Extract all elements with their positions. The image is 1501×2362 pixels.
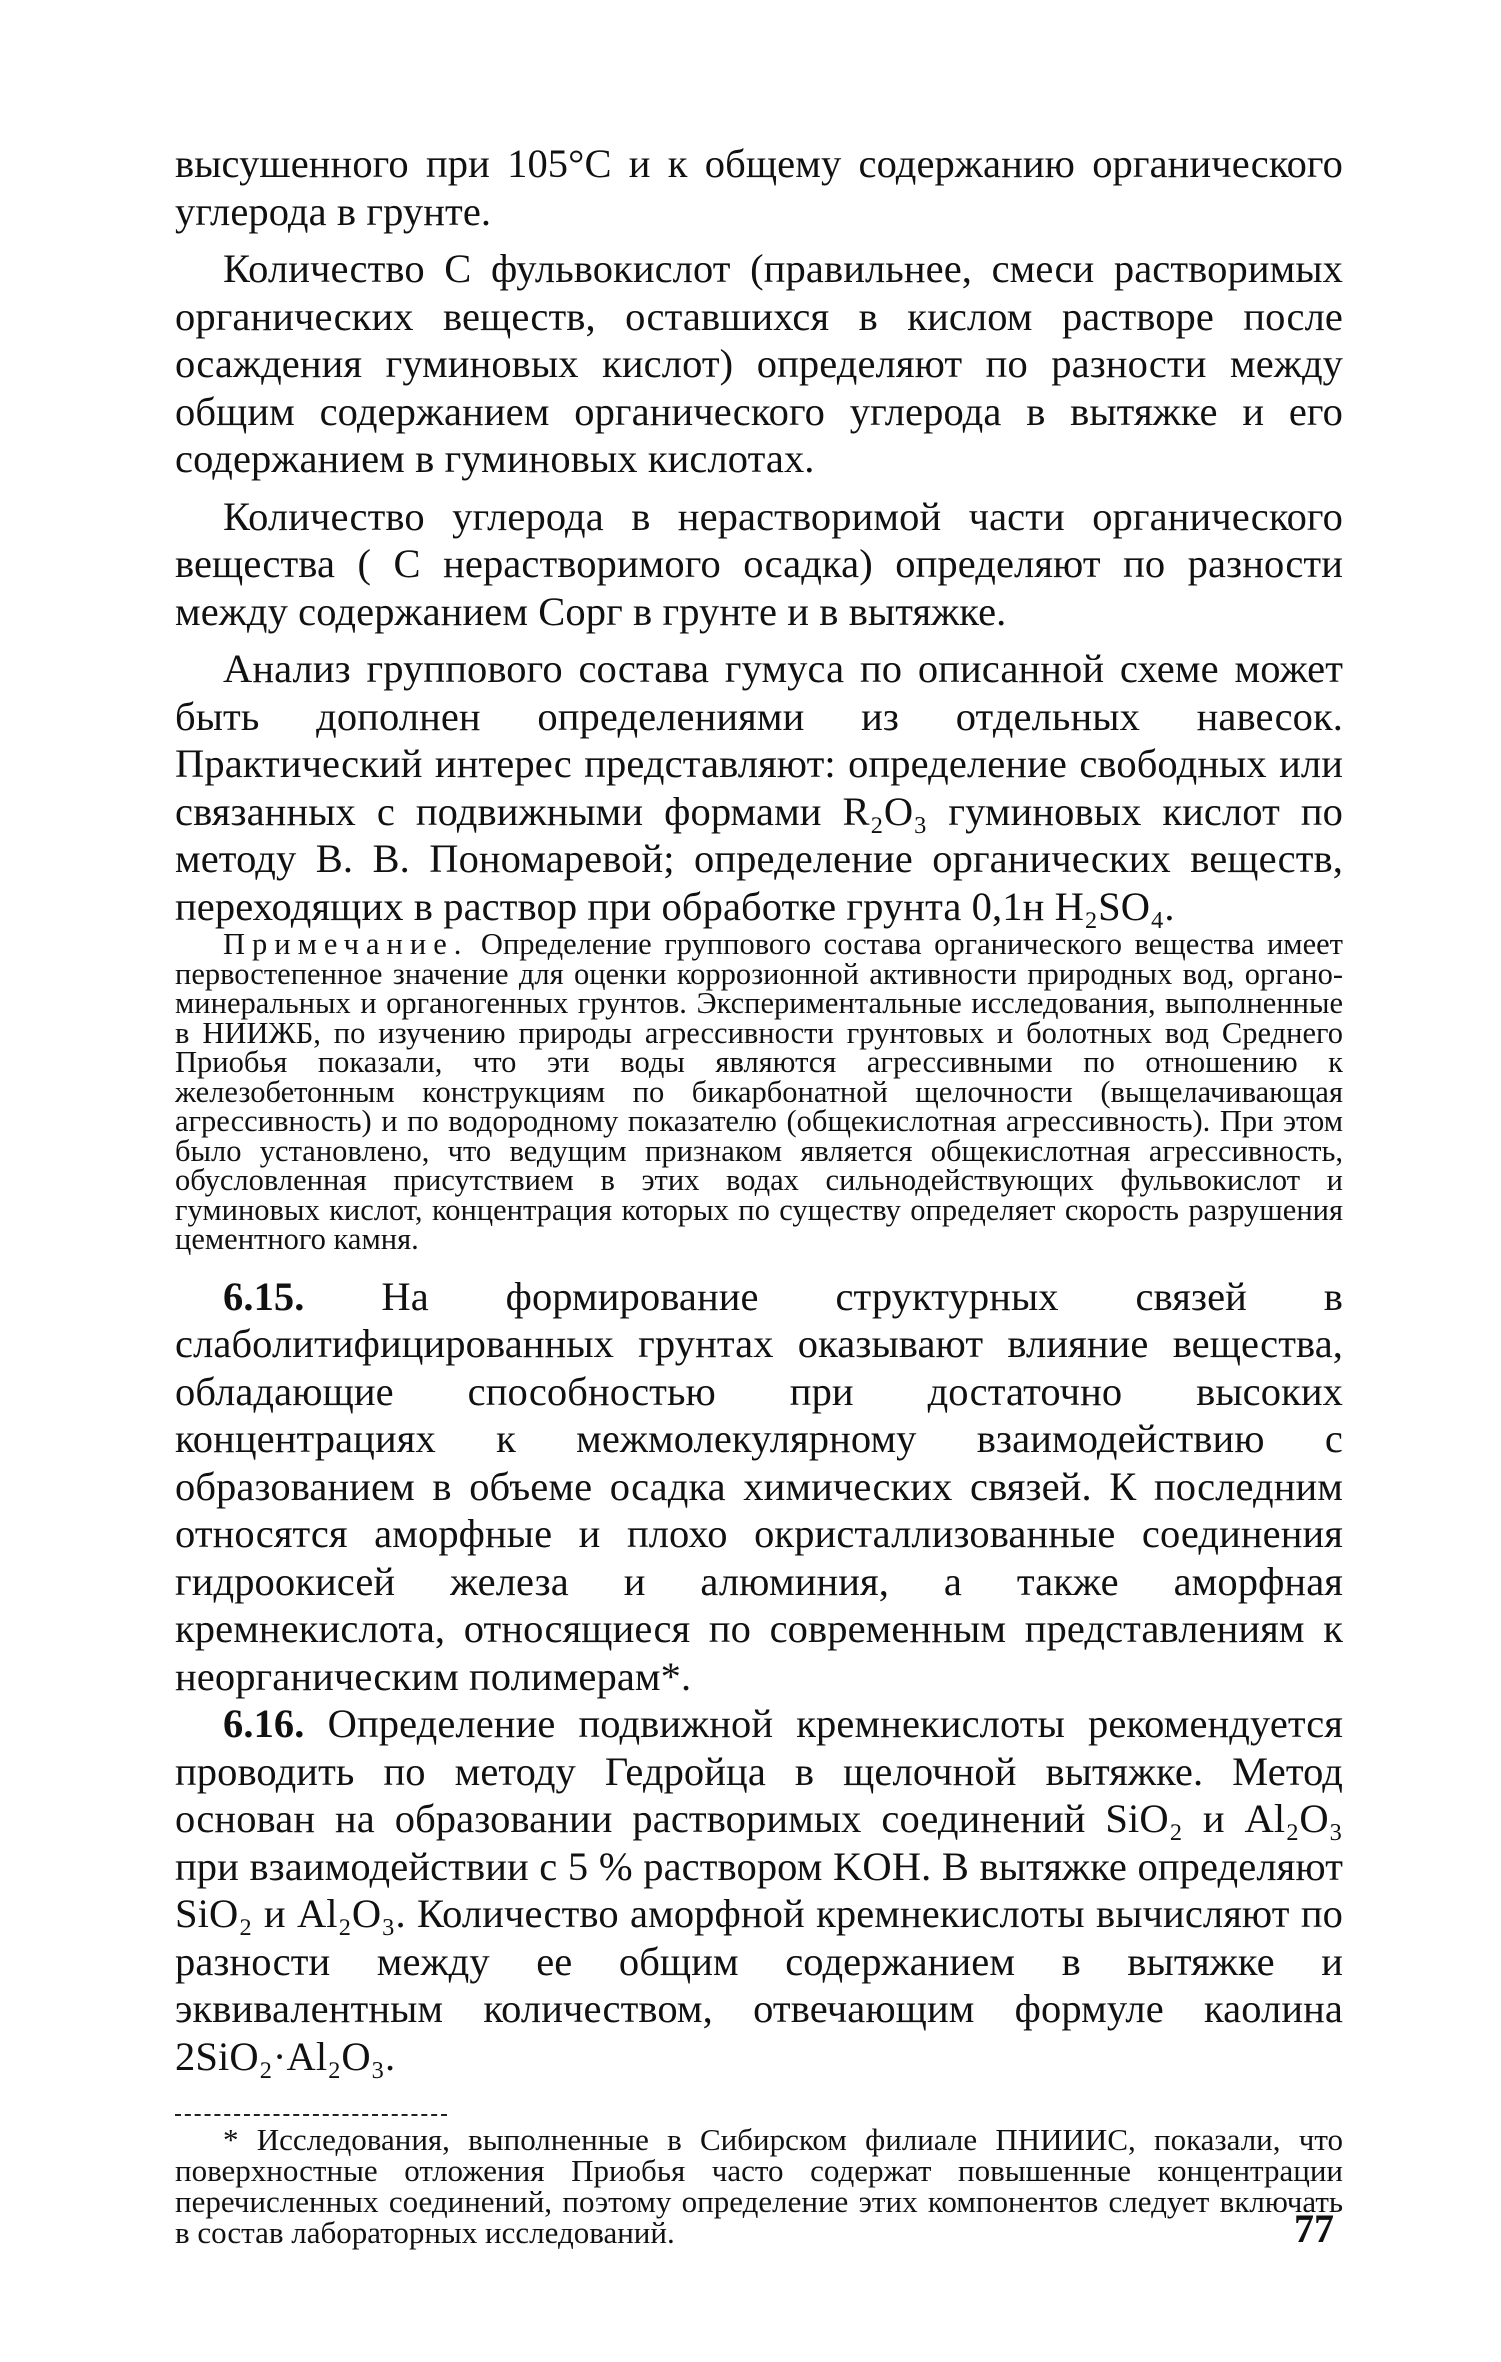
text-column bbox=[175, 140, 1343, 2248]
footnote: * Исследования, выполненные в Сибирском филиале ПНИИИС, показали, что поверхностные отложения Приобья часто содержат повышенные концентрации перечисленных соединений, поэтому определение этих компонентов следует включать в состав лабораторных исследований. bbox=[175, 2122, 1343, 2250]
section-number: 6.16. bbox=[223, 1701, 305, 1746]
note-block bbox=[175, 927, 1344, 1256]
section-6-15 bbox=[175, 1273, 1343, 1701]
section-6-16 bbox=[175, 1700, 1343, 2080]
page-number: 77 bbox=[1294, 2206, 1334, 2251]
paragraph-insoluble-carbon: Количество углерода в нерастворимой части органического вещества ( С нерастворимого осадка) определяют по разности между содержанием Сорг в грунте и в вытяжке. bbox=[175, 493, 1343, 634]
note-label: Примечание. bbox=[223, 927, 469, 961]
paragraph-fulvic-acids: Количество С фульвокислот (правильнее, смеси растворимых органических веществ, оставшихся в кислом растворе после осаждения гуминовых кислот) определяют по разности между общим содержанием органического углерода в вытяжке и его содержанием в гуминовых кислотах. bbox=[175, 246, 1343, 481]
section-number: 6.15. bbox=[223, 1273, 305, 1319]
paragraph-humus-analysis: Анализ группового состава гумуса по описанной схеме может быть дополнен определениями из отдельных навесок. Практический интерес представляют: определение свободных или связанных с подвижными формами R₂O₃ гуминовых кислот по методу В. В. Пономаревой; определение органических веществ, переходящих в раствор при обработке грунта 0,1н H₂SO₄. bbox=[175, 646, 1343, 929]
section-text: На формирование структурных связей в слаболитифицированных грунтах оказывают влияние вещества, обладающие способностью при достаточно высоких концентрациях к межмолекулярному взаимодействию с образованием в объеме осадка химических связей. К последним относятся аморфные и плохо окристаллизованные соединения гидроокисей железа и алюминия, а также аморфная кремнекислота, относящиеся по современным представлениям к неорганическим полимерам*. bbox=[175, 1273, 1343, 1699]
note-text: Определение группового состава органического вещества имеет первостепенное значение для оценки коррозионной активности природных вод, органо-минеральных и органогенных грунтов. Экспериментальные исследования, выполненные в НИИЖБ, по изучению природы агрессивности грунтовых и болотных вод Среднего Приобья показали, что эти воды являются агрессивными по отношению к железобетонным конструкциям по бикарбонатной щелочности (выщелачивающая агрессивность) и по водородному показателю (общекислотная агрессивность). При этом было установлено, что ведущим признаком является общекислотная агрессивность, обусловленная присутствием в этих водах сильнодействующих фульвокислот и гуминовых кислот, концентрация которых по существу определяет скорость разрушения цементного камня. bbox=[175, 927, 1344, 1256]
footnote-divider bbox=[175, 2114, 447, 2116]
section-text: Определение подвижной кремнекислоты рекомендуется проводить по методу Гедройца в щелочной вытяжке. Метод основан на образовании растворимых соединений SiO₂ и Al₂O₃ при взаимодействии с 5 % раствором KOH. В вытяжке определяют SiO₂ и Al₂O₃. Количество аморфной кремнекислоты вычисляют по разности между ее общим содержанием в вытяжке и эквивалентным количеством, отвечающим формуле каолина 2SiO₂·Al₂O₃. bbox=[175, 1701, 1343, 2079]
paragraph-continuation: высушенного при 105°С и к общему содержанию органического углерода в грунте. bbox=[175, 141, 1343, 234]
